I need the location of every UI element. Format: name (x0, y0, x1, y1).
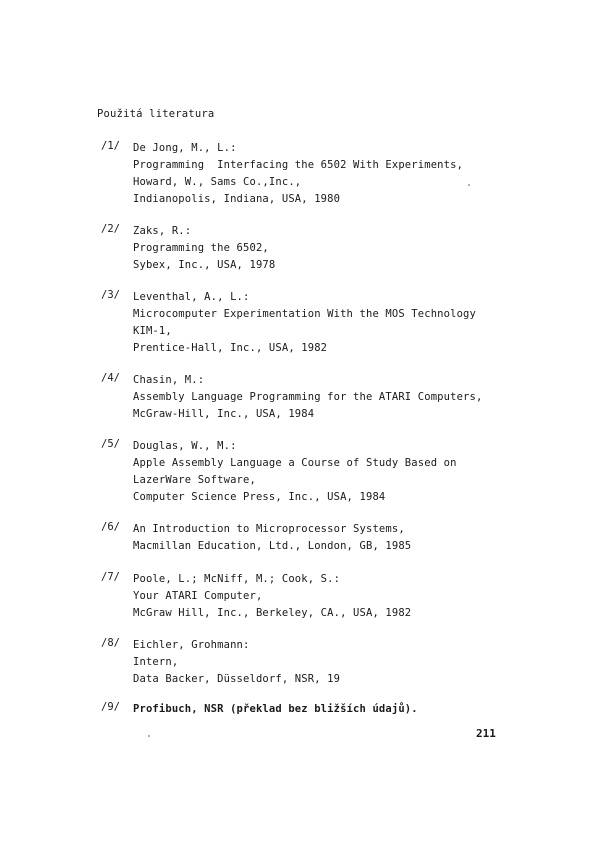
reference-line: Douglas, W., M.: (133, 440, 237, 452)
reference-line: McGraw Hill, Inc., Berkeley, CA., USA, 1982 (133, 607, 412, 619)
reference-line: Programming Interfacing the 6502 With Experiments, (133, 159, 464, 171)
reference-line: Profibuch, NSR (překlad bez bližších údajů). (133, 703, 418, 715)
reference-number: /1/ (101, 140, 120, 152)
reference-line: Programming the 6502, (133, 242, 269, 254)
reference-number: /3/ (101, 289, 120, 301)
reference-number: /8/ (101, 637, 120, 649)
reference-line: Macmillan Education, Ltd., London, GB, 1985 (133, 540, 412, 552)
reference-line: McGraw-Hill, Inc., USA, 1984 (133, 408, 315, 420)
reference-line: Intern, (133, 656, 179, 668)
reference-number: /9/ (101, 701, 120, 713)
reference-line: Eichler, Grohmann: (133, 639, 250, 651)
reference-line: Indianopolis, Indiana, USA, 1980 (133, 193, 341, 205)
reference-line: KIM-1, (133, 325, 172, 337)
scan-speck (148, 735, 150, 737)
reference-line: Leventhal, A., L.: (133, 291, 250, 303)
reference-number: /4/ (101, 372, 120, 384)
reference-line: Sybex, Inc., USA, 1978 (133, 259, 276, 271)
reference-number: /6/ (101, 521, 120, 533)
reference-number: /5/ (101, 438, 120, 450)
reference-line: Poole, L.; McNiff, M.; Cook, S.: (133, 573, 341, 585)
reference-line: An Introduction to Microprocessor Systems, (133, 523, 405, 535)
page-number: 211 (476, 727, 496, 740)
reference-line: De Jong, M., L.: (133, 142, 237, 154)
reference-line: Assembly Language Programming for the ATARI Computers, (133, 391, 483, 403)
reference-line: Microcomputer Experimentation With the MOS Technology (133, 308, 476, 320)
page-heading: Použitá literatura (97, 108, 215, 120)
reference-line: Apple Assembly Language a Course of Study Based on (133, 457, 457, 469)
reference-line: Howard, W., Sams Co.,Inc., (133, 176, 302, 188)
reference-line: Zaks, R.: (133, 225, 192, 237)
reference-line: Chasin, M.: (133, 374, 205, 386)
reference-line: Prentice-Hall, Inc., USA, 1982 (133, 342, 328, 354)
reference-number: /2/ (101, 223, 120, 235)
reference-number: /7/ (101, 571, 120, 583)
reference-line: LazerWare Software, (133, 474, 256, 486)
reference-line: Data Backer, Düsseldorf, NSR, 19 (133, 673, 341, 685)
reference-line: Your ATARI Computer, (133, 590, 263, 602)
scan-speck (468, 184, 470, 186)
reference-line: Computer Science Press, Inc., USA, 1984 (133, 491, 386, 503)
